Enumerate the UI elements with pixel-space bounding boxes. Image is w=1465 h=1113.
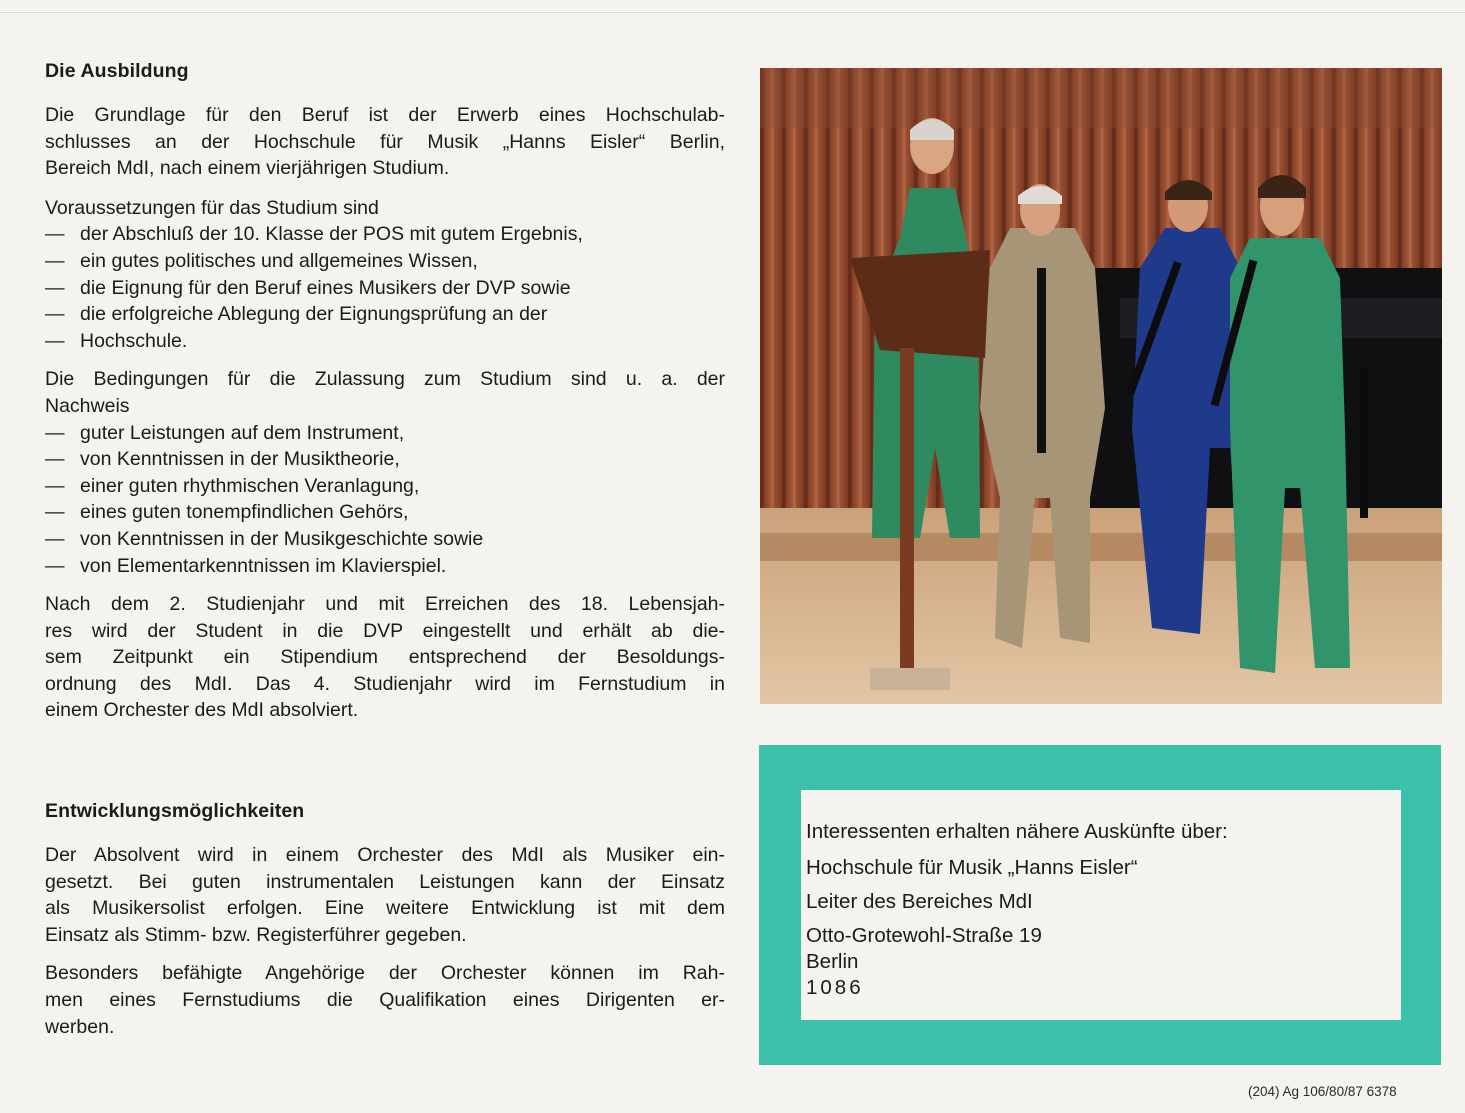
photo-illustration — [760, 68, 1442, 704]
contact-postcode: 1086 — [806, 976, 864, 999]
contact-city: Berlin — [806, 950, 859, 973]
text-line: Nach dem 2. Studienjahr und mit Erreichen des 18. Lebensjah- — [45, 593, 725, 616]
training-intro-paragraph — [45, 102, 725, 182]
text-line: werben. — [45, 1015, 115, 1038]
development-paragraph-2 — [45, 960, 725, 1040]
list-item: — die erfolgreiche Ablegung der Eignungsprüfung an der — [45, 301, 725, 328]
contact-street: Otto-Grotewohl-Straße 19 — [806, 924, 1042, 947]
text-line: als Musikersolist erfolgen. Eine weitere Entwicklung ist mit dem — [45, 897, 725, 920]
text-line: sem Zeitpunkt ein Stipendium entsprechend der Besoldungs- — [45, 646, 725, 669]
text-line: schlusses an der Hochschule für Musik „Hanns Eisler“ Berlin, — [45, 130, 725, 153]
text-line: Einsatz als Stimm- bzw. Registerführer gegeben. — [45, 923, 467, 946]
heading-training: Die Ausbildung — [45, 60, 189, 82]
development-paragraph-1 — [45, 842, 725, 948]
list-item: — von Elementarkenntnissen im Klavierspiel. — [45, 553, 725, 580]
text-line: men eines Fernstudiums die Qualifikation eines Dirigenten er- — [45, 989, 725, 1012]
list-item: — der Abschluß der 10. Klasse der POS mit gutem Ergebnis, — [45, 221, 725, 248]
contact-institution: Hochschule für Musik „Hanns Eisler“ — [806, 856, 1138, 879]
prerequisites-intro: Voraussetzungen für das Studium sind — [45, 196, 379, 219]
text-line: gesetzt. Bei guten instrumentalen Leistungen kann der Einsatz — [45, 870, 725, 893]
stipend-paragraph — [45, 591, 725, 724]
contact-text — [806, 819, 1228, 1001]
text-line: ordnung des MdI. Das 4. Studienjahr wird im Fernstudium in — [45, 672, 725, 695]
text-line: Besonders befähigte Angehörige der Orchester können im Rah- — [45, 962, 725, 985]
top-edge-line — [0, 12, 1465, 13]
contact-intro: Interessenten erhalten nähere Auskünfte über: — [806, 820, 1228, 843]
list-item: — von Kenntnissen in der Musiktheorie, — [45, 446, 725, 473]
list-item: — eines guten tonempfindlichen Gehörs, — [45, 499, 725, 526]
text-line: Nachweis — [45, 394, 130, 417]
print-code: (204) Ag 106/80/87 6378 — [1248, 1084, 1397, 1099]
text-line: res wird der Student in die DVP eingestellt und erhält ab die- — [45, 619, 725, 642]
left-text-column — [45, 60, 725, 1040]
contact-box — [759, 745, 1441, 1065]
prerequisites-list — [45, 221, 725, 354]
list-item: — guter Leistungen auf dem Instrument, — [45, 420, 725, 447]
photo-clarinet-lesson — [760, 68, 1442, 704]
text-line: Der Absolvent wird in einem Orchester des MdI als Musiker ein- — [45, 844, 725, 867]
list-item: — die Eignung für den Beruf eines Musikers der DVP sowie — [45, 275, 725, 302]
heading-development: Entwicklungsmöglichkeiten — [45, 800, 305, 823]
list-item: — von Kenntnissen in der Musikgeschichte sowie — [45, 526, 725, 553]
list-item: — ein gutes politisches und allgemeines Wissen, — [45, 248, 725, 275]
text-line: Die Grundlage für den Beruf ist der Erwerb eines Hochschulab- — [45, 104, 725, 126]
text-line: einem Orchester des MdI absolviert. — [45, 699, 359, 722]
text-line: Bereich MdI, nach einem vierjährigen Studium. — [45, 157, 450, 180]
list-item-continuation: — Hochschule. — [45, 328, 725, 355]
conditions-intro — [45, 366, 725, 419]
contact-department: Leiter des Bereiches MdI — [806, 890, 1033, 913]
conditions-list — [45, 420, 725, 580]
text-line: Die Bedingungen für die Zulassung zum Studium sind u. a. der — [45, 368, 725, 391]
list-item: — einer guten rhythmischen Veranlagung, — [45, 473, 725, 500]
